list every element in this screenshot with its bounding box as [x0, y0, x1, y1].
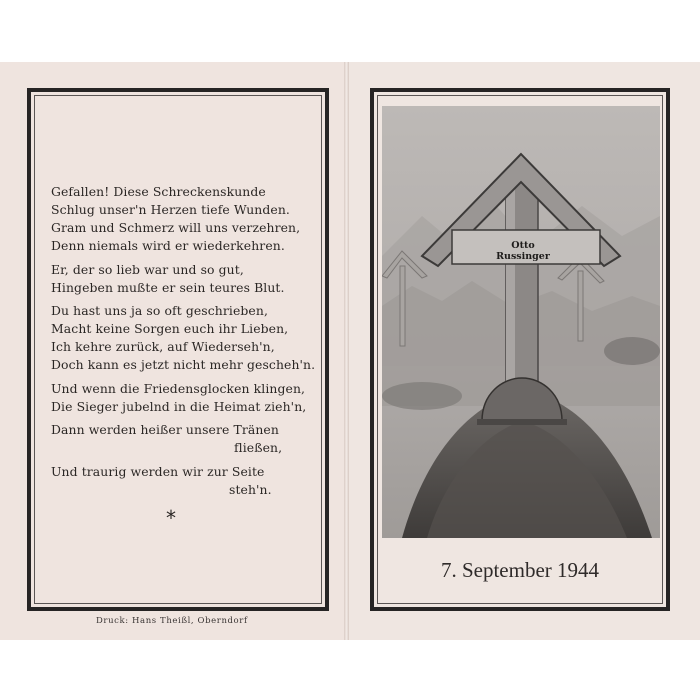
poem-line: Und traurig werden wir zur Seite [51, 463, 265, 479]
asterisk-ornament: * [166, 506, 176, 530]
poem-stanza-3 [51, 302, 323, 374]
poem-stanza-1 [51, 183, 323, 255]
death-date: 7. September 1944 [440, 558, 600, 582]
poem-line: Die Sieger jubelnd in die Heimat zieh'n, [51, 398, 307, 414]
poem-line: Er, der so lieb war und so gut, [51, 261, 244, 277]
poem-stanza-5 [51, 421, 323, 457]
cross-name-plate: Otto Russinger [496, 240, 550, 262]
poem-stanza-6 [51, 463, 323, 499]
poem-line: Schlug unser'n Herzen tiefe Wunden. [51, 202, 290, 217]
poem-line: Du hast uns ja so oft geschrieben, [51, 303, 268, 318]
poem-line-continuation: fließen, [234, 440, 283, 455]
poem-line: Gefallen! Diese Schreckenskunde [51, 184, 266, 199]
grave-cross-illustration [382, 106, 660, 538]
poem-line: Und wenn die Friedensglocken klingen, [51, 380, 306, 396]
poem-line: Dann werden heißer unsere Tränen [51, 422, 279, 437]
poem-line: Doch kann es jetzt nicht mehr gescheh'n. [51, 357, 316, 372]
printer-credit: Druck: Hans Theißl, Oberndorf [96, 616, 248, 626]
grave-cross-photo [382, 106, 660, 538]
poem-line: Hingeben mußte er sein teures Blut. [51, 279, 285, 295]
poem-line: Denn niemals wird er wiederkehren. [51, 238, 285, 253]
poem-stanza-2 [51, 261, 323, 297]
poem-line: Gram und Schmerz will uns verzehren, [51, 220, 301, 235]
memorial-poem [51, 183, 323, 504]
poem-line-continuation: steh'n. [229, 481, 272, 497]
poem-line: Macht keine Sorgen euch ihr Lieben, [51, 321, 289, 336]
poem-line: Ich kehre zurück, auf Wiederseh'n, [51, 339, 275, 354]
poem-stanza-4 [51, 380, 323, 416]
